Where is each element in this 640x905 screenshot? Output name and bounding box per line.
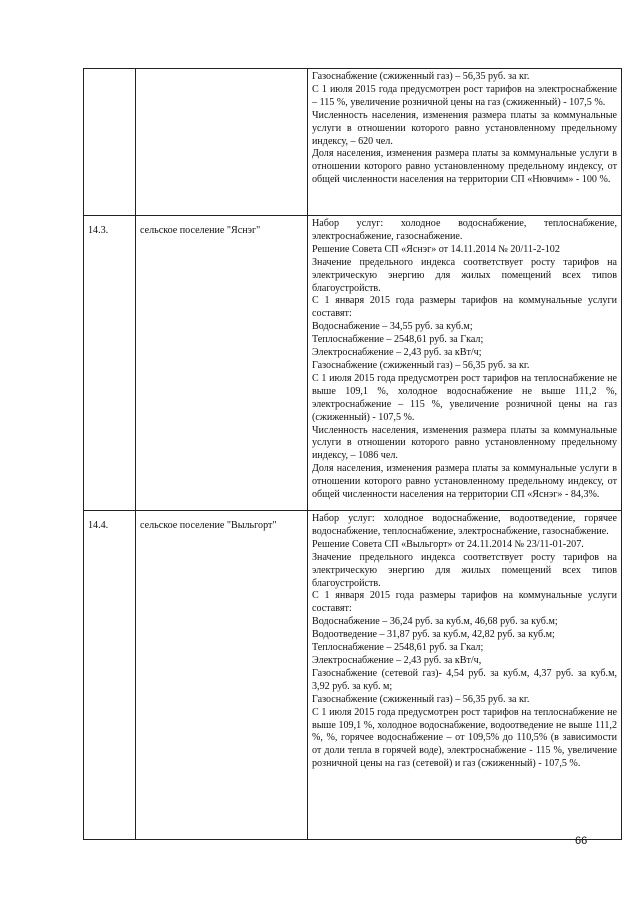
description-cell xyxy=(308,511,622,840)
description-paragraph: Водоснабжение – 36,24 руб. за куб.м, 46,68 руб. за куб.м; xyxy=(312,616,558,628)
description-paragraph: Набор услуг: холодное водоснабжение, теплоснабжение, электроснабжение, газоснабжение. xyxy=(312,218,617,242)
description-paragraph: Газоснабжение (сетевой газ)- 4,54 руб. за куб.м, 4,37 руб. за куб.м, 3,92 руб. за куб. м; xyxy=(312,667,617,692)
page-number: 66 xyxy=(575,835,588,847)
settlement-name-cell: сельское поселение "Яснэг" xyxy=(136,216,308,511)
description-paragraph: С 1 июля 2015 года предусмотрен рост тарифов на электроснабжение – 115 %, увеличение розничной цены на газ (сжиженный) - 107,5 %. xyxy=(312,83,617,108)
description-paragraph: Значение предельного индекса соответствует росту тарифов на электрическую энергию для жилых помещений всех типов благоустройств. xyxy=(312,551,617,589)
tariff-table xyxy=(83,68,622,840)
description-paragraph: С 1 июля 2015 года предусмотрен рост тарифов на теплоснабжение не выше 109,1 %, холодное водоснабжение не выше 111,2 %, электроснабжение – 115 %, увеличение розничной цены на газ (сжиженный) - 107,5 %. xyxy=(312,372,617,423)
description-paragraph: Электроснабжение – 2,43 руб. за кВт/ч, xyxy=(312,654,482,666)
description-paragraph: С 1 января 2015 года размеры тарифов на коммунальные услуги составят: xyxy=(312,295,617,320)
description-paragraph: Теплоснабжение – 2548,61 руб. за Гкал; xyxy=(312,642,484,654)
description-paragraph: Газоснабжение (сжиженный газ) – 56,35 руб. за кг. xyxy=(312,693,530,705)
description-cell xyxy=(308,69,622,216)
description-paragraph: Доля населения, изменения размера платы за коммунальные услуги в отношении которого равно установленному предельному индексу, от общей численности населения на территории СП «Яснэг» - 84,3%. xyxy=(312,463,617,501)
description-paragraph: С 1 января 2015 года размеры тарифов на коммунальные услуги составят: xyxy=(312,590,617,615)
row-number-cell xyxy=(84,69,136,216)
description-paragraph: Газоснабжение (сжиженный газ) – 56,35 руб. за кг. xyxy=(312,359,530,371)
description-paragraph: С 1 июля 2015 года предусмотрен рост тарифов на теплоснабжение не выше 109,1 %, холодное водоснабжение, водоотведение не выше 111,2 %, %, горячее водоснабжение – от 109,5% до 110,5% (в зависимости от доли тепла в горячей воде), электроснабжение - 115 %, увеличение розничной цены на газ (сетевой) и газ (сжиженный) - 107,5 %. xyxy=(312,706,617,770)
description-paragraph: Электроснабжение – 2,43 руб. за кВт/ч; xyxy=(312,347,482,359)
description-paragraph: Водоотведение – 31,87 руб. за куб.м, 42,82 руб. за куб.м; xyxy=(312,629,555,641)
settlement-name-cell: сельское поселение "Выльгорт" xyxy=(136,511,308,840)
row-number-cell: 14.3. xyxy=(84,216,136,511)
description-paragraph: Решение Совета СП «Яснэг» от 14.11.2014 № 20/11-2-102 xyxy=(312,243,560,255)
table-row xyxy=(84,69,622,216)
table-row xyxy=(84,511,622,840)
description-paragraph: Набор услуг: холодное водоснабжение, водоотведение, горячее водоснабжение, теплоснабжение, электроснабжение, газоснабжение. xyxy=(312,513,617,537)
description-paragraph: Значение предельного индекса соответствует росту тарифов на электрическую энергию для жилых помещений всех типов благоустройств. xyxy=(312,256,617,294)
settlement-name-cell xyxy=(136,69,308,216)
description-paragraph: Газоснабжение (сжиженный газ) – 56,35 руб. за кг. xyxy=(312,71,530,82)
description-paragraph: Доля населения, изменения размера платы за коммунальные услуги в отношении которого равно установленному предельному индексу, от общей численности населения на территории СП «Нювчим» - 100 %. xyxy=(312,148,617,186)
description-paragraph: Теплоснабжение – 2548,61 руб. за Гкал; xyxy=(312,334,484,346)
tariff-table-body xyxy=(84,69,622,840)
table-row xyxy=(84,216,622,511)
row-number-cell: 14.4. xyxy=(84,511,136,840)
description-paragraph: Водоснабжение – 34,55 руб. за куб.м; xyxy=(312,321,473,333)
description-cell xyxy=(308,216,622,511)
description-paragraph: Решение Совета СП «Выльгорт» от 24.11.2014 № 23/11-01-207. xyxy=(312,538,584,550)
description-paragraph: Численность населения, изменения размера платы за коммунальные услуги в отношении которого равно установленному предельному индексу, – 620 чел. xyxy=(312,109,617,147)
description-paragraph: Численность населения, изменения размера платы за коммунальные услуги в отношении которого равно установленному предельному индексу, – 1086 чел. xyxy=(312,424,617,462)
